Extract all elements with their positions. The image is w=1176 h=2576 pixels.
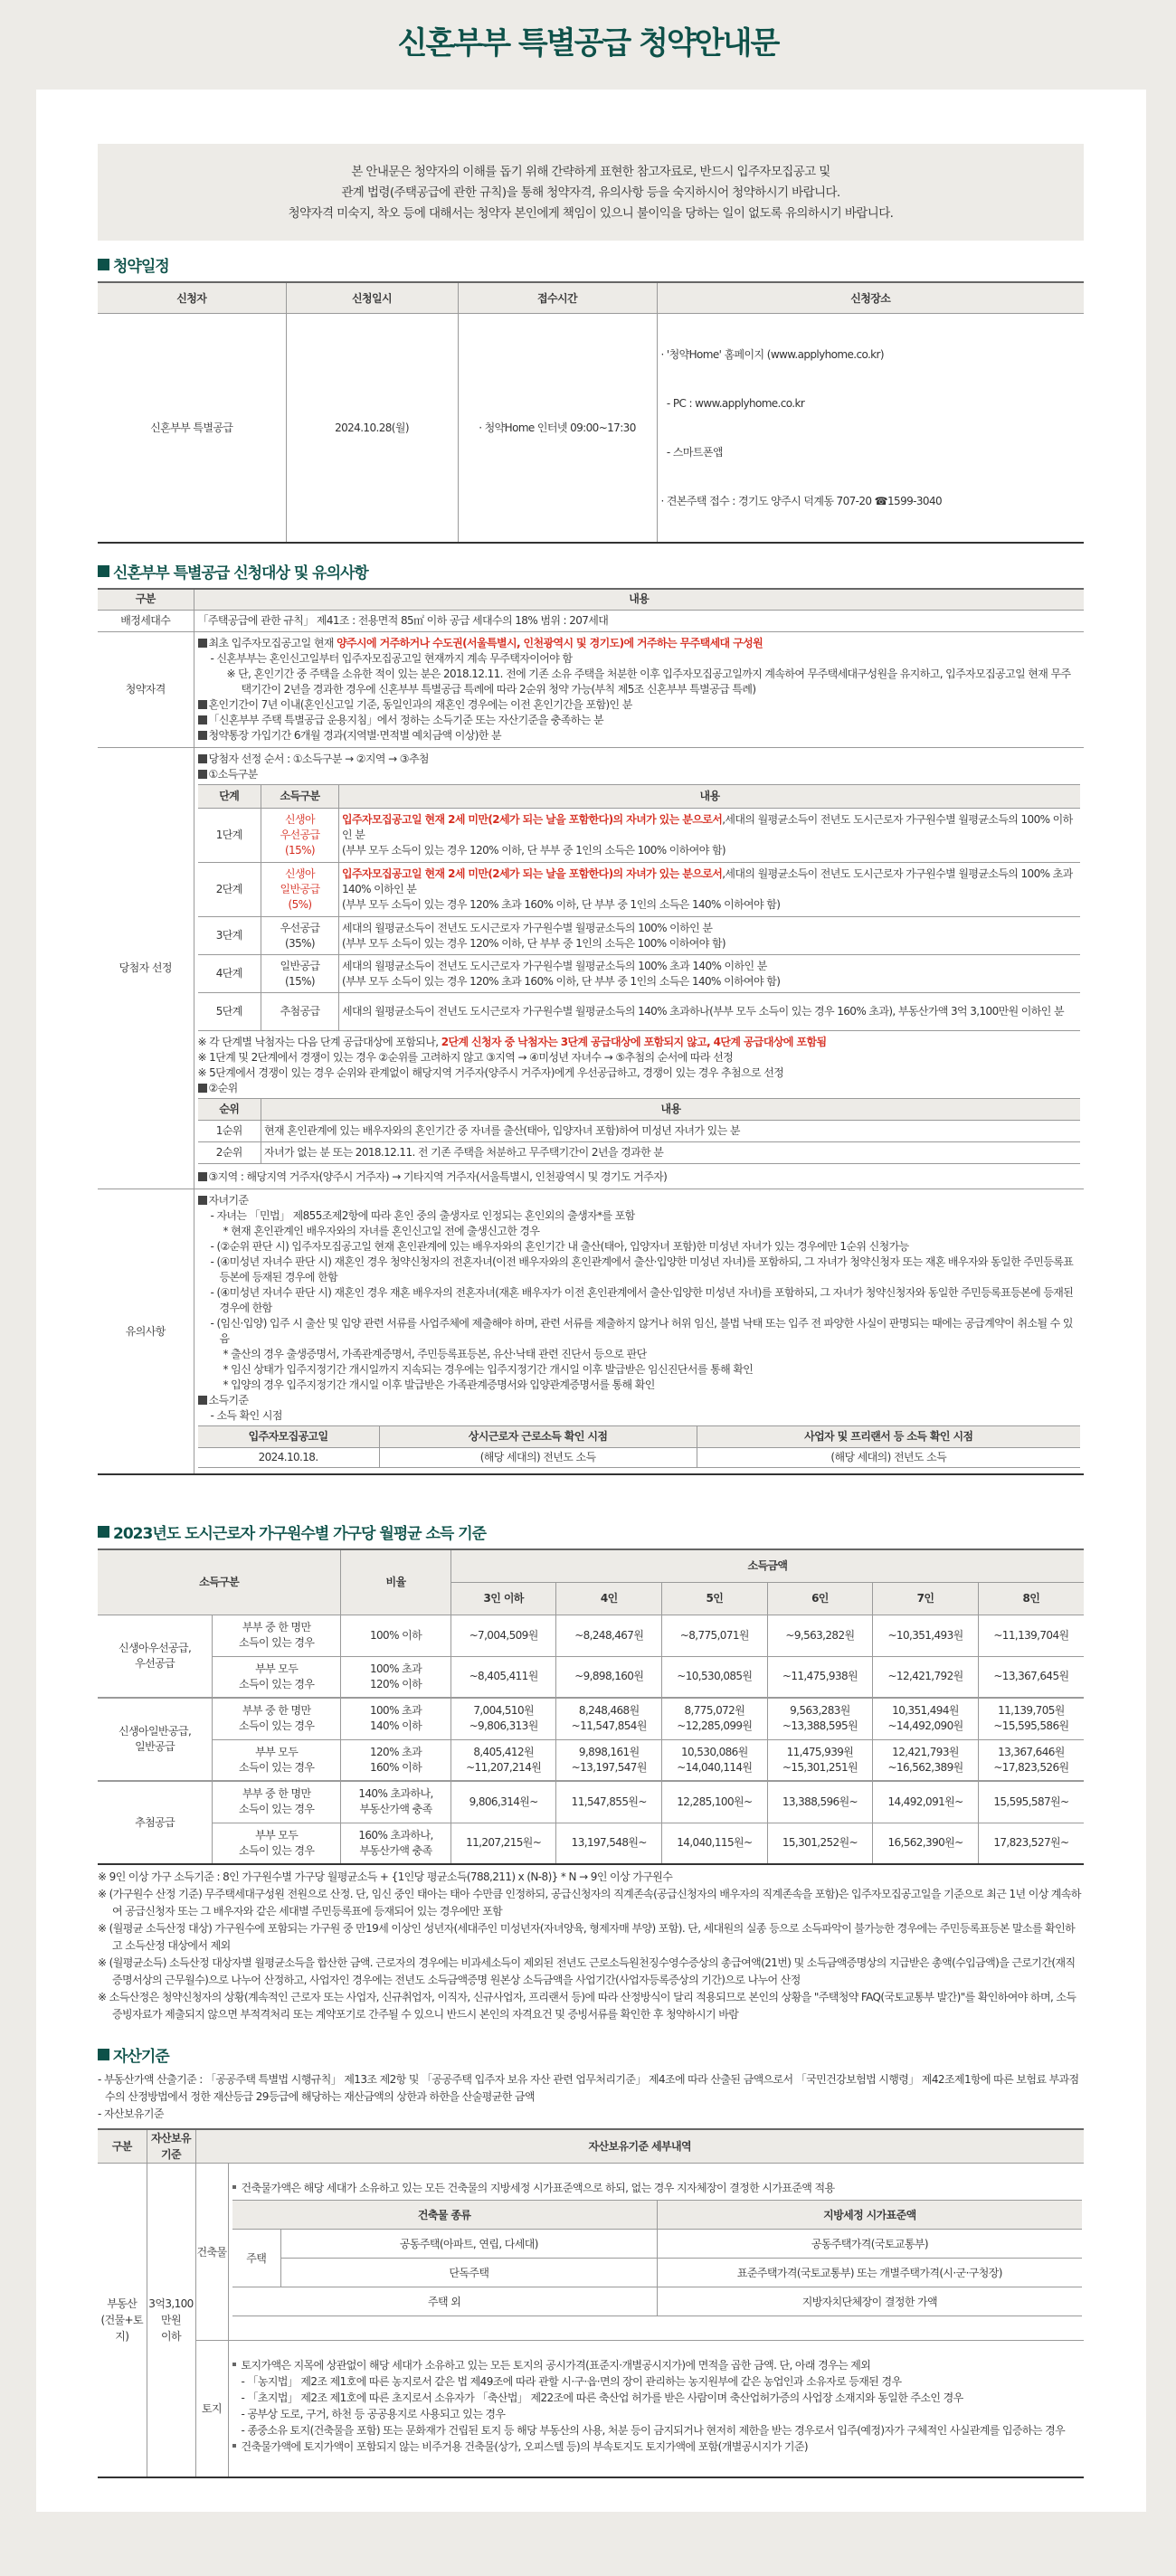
text: - (임신·입양) 입주 시 출산 및 입양 관련 서류를 사업주체에 제출해야 하며, 관련 서류를 제출하지 않거나 허위 임신, 불법 낙태 또는 입주 전 파양한 사실이 판명되는 때에는 공급계약이 취소될 수 있음 bbox=[210, 1317, 1073, 1345]
section-title bbox=[98, 2043, 1084, 2066]
asset-section bbox=[98, 2043, 1084, 2478]
text: 건축물가액에 토지가액이 포함되지 않는 비주거용 건축물(상가, 오피스텔 등)의 부속토지도 토지가액에 포함(개별공시지가 기준) bbox=[241, 2440, 808, 2453]
building-type-table bbox=[232, 2200, 1083, 2316]
income-check-table bbox=[198, 1425, 1081, 1468]
rank: 2순위 bbox=[198, 1142, 261, 1164]
income-ratio: 140% 초과하나, 부동산가액 충족 bbox=[341, 1781, 451, 1823]
income-amount: ~10,530,085원 bbox=[662, 1656, 768, 1698]
square-bullet-icon bbox=[198, 715, 207, 724]
income-amount: ~11,475,938원 bbox=[767, 1656, 873, 1698]
land-label: 토지 bbox=[195, 2341, 228, 2478]
income-amount: 15,595,587원~ bbox=[978, 1781, 1084, 1823]
section-title-text: 2023년도 도시근로자 가구원수별 가구당 월평균 소득 기준 bbox=[113, 1525, 487, 1543]
income-amount: 11,139,705원 ~15,595,586원 bbox=[978, 1698, 1084, 1739]
text: * 임신 상태가 입주지정기간 개시일까지 지속되는 경우에는 입주지정기간 개시일 이후 발급받은 임신진단서를 통해 확인 bbox=[223, 1363, 754, 1376]
income-amount: 14,492,091원~ bbox=[873, 1781, 979, 1823]
income-amount: 13,197,548원~ bbox=[556, 1823, 662, 1864]
building-type: 공동주택(아파트, 연립, 다세대) bbox=[281, 2230, 658, 2259]
income-amount: 9,563,283원 ~13,388,595원 bbox=[767, 1698, 873, 1739]
rank-table bbox=[198, 1098, 1081, 1164]
stage-content: 세대의 월평균소득이 전년도 도시근로자 가구원수별 월평균소득의 140% 초과하나(부부 모두 소득이 있는 경우 160% 초과), 부동산가액 3억 3,100만원 이하인 분 bbox=[339, 993, 1081, 1031]
income-subgroup: 부부 중 한 명만 소득이 있는 경우 bbox=[213, 1781, 341, 1823]
square-bullet-icon bbox=[98, 2049, 109, 2060]
stage-type: 추첨공급 bbox=[261, 993, 339, 1031]
income-amount: 8,405,412원 ~11,207,214원 bbox=[450, 1739, 556, 1781]
schedule-table bbox=[98, 281, 1084, 544]
stage: 4단계 bbox=[198, 955, 261, 993]
col-header: 내용 bbox=[261, 1099, 1081, 1121]
income-row bbox=[98, 1823, 1084, 1864]
income-amount: 17,823,527원~ bbox=[978, 1823, 1084, 1864]
land-content bbox=[228, 2341, 1084, 2478]
text: - (④미성년 자녀수 판단 시) 재혼인 경우 청약신청자의 전혼자녀(이전 배우자와의 혼인관계에서 출산·입양한 미성년 자녀)를 포함하되, 그 자녀가 청약신청자 또는 재혼 배우자와 동일한 주민등록표등본에 등재된 경우에 한함 bbox=[210, 1255, 1074, 1283]
income-ratio: 160% 초과하나, 부동산가액 충족 bbox=[341, 1823, 451, 1864]
income-amount: 11,207,215원~ bbox=[450, 1823, 556, 1864]
col-header: 내용 bbox=[339, 785, 1081, 809]
text: ③지역 : 해당지역 거주자(양주시 거주자) → 기타지역 거주자(서울특별시, 인천광역시 및 경기도 거주자) bbox=[208, 1170, 668, 1183]
square-bullet-icon bbox=[198, 731, 207, 740]
selection-content bbox=[194, 748, 1084, 1189]
col-header: 지방세정 시가표준액 bbox=[657, 2201, 1082, 2230]
note-text: ※ 5단계에서 경쟁이 있는 경우 순위와 관계없이 해당지역 거주자(양주시 거주자)에게 우선공급하고, 경쟁이 있는 경우 추첨으로 선정 bbox=[197, 1066, 784, 1079]
document-sheet bbox=[36, 90, 1146, 2512]
qualification-content bbox=[194, 632, 1084, 748]
income-group: 신생아일반공급, 일반공급 bbox=[98, 1698, 213, 1781]
income-row bbox=[98, 1656, 1084, 1698]
income-row bbox=[98, 1739, 1084, 1781]
income-amount: ~13,367,645원 bbox=[978, 1656, 1084, 1698]
section-title-text: 자산기준 bbox=[113, 2048, 169, 2066]
income-row bbox=[98, 1781, 1084, 1823]
income-amount: ~11,139,704원 bbox=[978, 1615, 1084, 1656]
col-header: 구분 bbox=[98, 2129, 147, 2164]
document-content bbox=[98, 144, 1084, 2478]
asset-category: 부동산 (건물+토지) bbox=[98, 2164, 147, 2478]
income-ratio: 100% 초과 140% 이하 bbox=[341, 1698, 451, 1739]
col-header: 단계 bbox=[198, 785, 261, 809]
income-amount: 8,248,468원 ~11,547,854원 bbox=[556, 1698, 662, 1739]
section-title-text: 청약일정 bbox=[113, 258, 169, 276]
income-amount: 12,421,793원 ~16,562,389원 bbox=[873, 1739, 979, 1781]
note-text: ※ 소득산정은 청약신청자의 상황(계속적인 근로자 또는 사업자, 신규취업자, 이직자, 신규사업자, 프리랜서 등)에 따라 산정방식이 달리 적용되므로 본인의 상황을 "주택청약 FAQ(국토교통부 발간)"를 확인하여야 하며, 소득증빙자료가 제출되지 않으면 부적격처리 또는 계약포기로 간주될 수 있으니 반드시 본인의 자격요건 및 증빙서류를 확인한 후 청약하시기 바람 bbox=[98, 1991, 1076, 2021]
highlight-text: 양주시에 거주하거나 수도권(서울특별시, 인천광역시 및 경기도)에 거주하는 무주택세대 구성원 bbox=[337, 637, 763, 649]
rank-text: 현재 혼인관계에 있는 배우자와의 혼인기간 중 자녀를 출산(태아, 입양자녀 포함)하여 미성년 자녀가 있는 분 bbox=[261, 1121, 1081, 1142]
stage-content: 입주자모집공고일 현재 2세 미만(2세가 되는 날을 포함한다)의 자녀가 있는 분으로서,세대의 월평균소득이 전년도 도시근로자 가구원수별 월평균소득의 100% 초과 140% 이하인 분 (부부 모두 소득이 있는 경우 120% 초과 160% 이하, 단 부부 중 1인의 소득은 140% 이하여야 함) bbox=[339, 863, 1081, 917]
income-amount: 14,040,115원~ bbox=[662, 1823, 768, 1864]
col-header: 신청자 bbox=[98, 282, 286, 313]
income-amount: 12,285,100원~ bbox=[662, 1781, 768, 1823]
building-content bbox=[228, 2164, 1084, 2341]
income-amount: 13,367,646원 ~17,823,526원 bbox=[978, 1739, 1084, 1781]
income-standard-table bbox=[98, 1548, 1084, 1865]
row-label: 청약자격 bbox=[98, 632, 194, 748]
notice-line: 청약자격 미숙지, 착오 등에 대해서는 청약자 본인에게 책임이 있으니 불이익을 당하는 일이 없도록 유의하시기 바랍니다. bbox=[288, 206, 894, 221]
income-amount: 11,547,855원~ bbox=[556, 1781, 662, 1823]
allocation-text: 「주택공급에 관한 규칙」 제41조 : 전용면적 85㎡ 이하 공급 세대수의 18% 범위 : 207세대 bbox=[194, 611, 1084, 632]
bullet-icon bbox=[232, 2363, 236, 2366]
income-standard-section bbox=[98, 1520, 1084, 2023]
note-text: ※ 9인 이상 가구 소득기준 : 8인 가구원수별 가구당 월평균소득 + {1인당 평균소득(788,211) x (N-8)} * N → 9인 이상 가구원수 bbox=[98, 1870, 673, 1883]
cell: 2024.10.18. bbox=[198, 1448, 380, 1468]
row-label: 유의사항 bbox=[98, 1189, 194, 1475]
note-text: ※ (가구원수 산정 기준) 무주택세대구성원 전원으로 산정. 단, 임신 중인 태아는 태아 수만큼 인정하되, 공급신청자의 직계존속(공급신청자의 배우자의 직계존속을 포함)은 입주자모집공고일을 기준으로 최근 1년 이상 계속하여 공급신청자 또는 그 배우자와 같은 세대별 주민등록표에 등재되어 있는 경우에만 포함 bbox=[98, 1888, 1081, 1918]
building-label: 건축물 bbox=[195, 2164, 228, 2341]
col-header: 4인 bbox=[556, 1582, 662, 1615]
income-amount: 8,775,072원 ~12,285,099원 bbox=[662, 1698, 768, 1739]
income-amount: ~9,563,282원 bbox=[767, 1615, 873, 1656]
col-header: 비율 bbox=[341, 1549, 451, 1615]
note-text: ※ 각 단계별 낙첨자는 다음 단계 공급대상에 포함되나, bbox=[197, 1036, 441, 1048]
col-header: 6인 bbox=[767, 1582, 873, 1615]
text: 「신혼부부 주택 특별공급 운용지침」에서 정하는 소득기준 또는 자산기준을 충족하는 분 bbox=[208, 714, 603, 726]
place-line: · '청약Home' 홈페이지 (www.applyhome.co.kr) bbox=[660, 347, 884, 361]
text: - 자녀는 「민법」 제855조제2항에 따라 혼인 중의 출생자로 인정되는 혼인외의 출생자*를 포함 bbox=[210, 1209, 635, 1222]
cell: (해당 세대의) 전년도 소득 bbox=[379, 1448, 697, 1468]
section-title bbox=[98, 253, 1084, 276]
page-title: 신혼부부 특별공급 청약안내문 bbox=[397, 25, 779, 62]
col-header: 사업자 및 프리랜서 등 소득 확인 시점 bbox=[697, 1426, 1080, 1448]
income-amount: 13,388,596원~ bbox=[767, 1781, 873, 1823]
col-header: 상시근로자 근로소득 확인 시점 bbox=[379, 1426, 697, 1448]
income-row bbox=[98, 1698, 1084, 1739]
income-stage-table bbox=[198, 784, 1081, 1031]
income-amount: ~8,248,467원 bbox=[556, 1615, 662, 1656]
income-amount: 16,562,390원~ bbox=[873, 1823, 979, 1864]
notice-box bbox=[98, 144, 1084, 241]
section-title bbox=[98, 560, 1084, 582]
stage: 3단계 bbox=[198, 917, 261, 955]
text: 최초 입주자모집공고일 현재 bbox=[208, 637, 337, 649]
stage: 2단계 bbox=[198, 863, 261, 917]
stage-content: 세대의 월평균소득이 전년도 도시근로자 가구원수별 월평균소득의 100% 초과 140% 이하인 분 (부부 모두 소득이 있는 경우 120% 초과 160% 이하, 단 부부 중 1인의 소득은 140% 이하여야 함) bbox=[339, 955, 1081, 993]
cell: (해당 세대의) 전년도 소득 bbox=[697, 1448, 1080, 1468]
text: - (④미성년 자녀수 판단 시) 재혼인 경우 재혼 배우자의 전혼자녀(재혼 배우자가 이전 혼인관계에서 출산·입양한 미성년 자녀)를 포함하되, 그 자녀가 청약신청자와 동일한 주민등록표등본에 등재된 경우에 한함 bbox=[210, 1286, 1074, 1314]
text: ①소득구분 bbox=[208, 768, 258, 781]
place-line: · 견본주택 접수 : 경기도 양주시 덕계동 707-20 ☎1599-3040 bbox=[660, 494, 943, 507]
income-amount: 11,475,939원 ~15,301,251원 bbox=[767, 1739, 873, 1781]
col-header: 내용 bbox=[194, 589, 1084, 611]
text: - 종중소유 토지(건축물을 포함) 또는 문화재가 건립된 토지 등 해당 부동산의 사용, 처분 등이 금지되거나 현저히 제한을 받는 경우로서 입주(예정)자가 구체적인 사실관계를 입증하는 경우 bbox=[241, 2424, 1066, 2437]
note-text: ※ (월평균소득) 소득산정 대상자별 월평균소득을 합산한 금액. 근로자의 경우에는 비과세소득이 제외된 전년도 근로소득원천징수영수증상의 총급여액(21번) 및 소득금액증명상의 지급받은 총액(수입금액)을 근로기간(재직증명서상의 근무월수)으로 나누어 산정하고, 사업자인 경우에는 전년도 소득금액증명 원본상 소득금액을 사업기간(사업자등록증상의 기간)으로 나누어 산정 bbox=[98, 1956, 1076, 1986]
schedule-place bbox=[657, 313, 1084, 543]
text: - 공부상 도로, 구거, 하천 등 공공용지로 사용되고 있는 경우 bbox=[241, 2408, 506, 2420]
stage-content: 세대의 월평균소득이 전년도 도시근로자 가구원수별 월평균소득의 100% 이하인 분 (부부 모두 소득이 있는 경우 120% 이하, 단 부부 중 1인의 소득은 100% 이하여야 함) bbox=[339, 917, 1081, 955]
text: - 소득 확인 시점 bbox=[210, 1409, 282, 1422]
income-amount: ~9,898,160원 bbox=[556, 1656, 662, 1698]
text: ②순위 bbox=[208, 1082, 238, 1094]
income-notes bbox=[98, 1869, 1084, 2023]
asset-limit: 3억3,100만원 이하 bbox=[147, 2164, 195, 2478]
text: - 「농지법」 제2조 제1호에 따른 농지로서 같은 법 제49조에 따라 관할 시·구·읍·면의 장이 관리하는 농지원부에 같은 농업인과 소유자로 등재된 경우 bbox=[241, 2375, 902, 2388]
text: 토지가액은 지목에 상관없이 해당 세대가 소유하고 있는 모든 토지의 공시가격(표준지·개별공시지가)에 면적을 곱한 금액. 단, 아래 경우는 제외 bbox=[241, 2359, 871, 2372]
col-header: 건축물 종류 bbox=[232, 2201, 658, 2230]
asset-intro: - 자산보유기준 bbox=[98, 2107, 164, 2120]
income-amount: 9,898,161원 ~13,197,547원 bbox=[556, 1739, 662, 1781]
col-header: 소득구분 bbox=[98, 1549, 341, 1615]
text: 소득기준 bbox=[208, 1394, 249, 1406]
income-amount: ~10,351,493원 bbox=[873, 1615, 979, 1656]
building-value: 지방자치단체장이 결정한 가액 bbox=[657, 2287, 1082, 2316]
eligibility-section bbox=[98, 560, 1084, 1476]
square-bullet-icon bbox=[198, 1172, 207, 1181]
income-amount: 10,530,086원 ~14,040,114원 bbox=[662, 1739, 768, 1781]
income-amount: ~8,775,071원 bbox=[662, 1615, 768, 1656]
building-type: 단독주택 bbox=[281, 2259, 658, 2287]
square-bullet-icon bbox=[198, 1196, 207, 1205]
text: - 「초지법」 제2조 제1호에 따른 초지로서 소유자가 「축산법」 제22조에 따른 축산업 허가를 받은 사람이며 축산업허가증의 사업장 소재지와 동일한 주소인 경우 bbox=[241, 2391, 963, 2404]
income-subgroup: 부부 모두 소득이 있는 경우 bbox=[213, 1739, 341, 1781]
stage: 1단계 bbox=[198, 809, 261, 863]
income-ratio: 120% 초과 160% 이하 bbox=[341, 1739, 451, 1781]
asset-table bbox=[98, 2128, 1084, 2478]
col-header: 자산보유기준 bbox=[147, 2129, 195, 2164]
schedule-applicant: 신혼부부 특별공급 bbox=[98, 313, 286, 543]
col-header: 소득금액 bbox=[450, 1549, 1084, 1582]
income-ratio: 100% 초과 120% 이하 bbox=[341, 1656, 451, 1698]
income-amount: 9,806,314원~ bbox=[450, 1781, 556, 1823]
income-subgroup: 부부 모두 소득이 있는 경우 bbox=[213, 1656, 341, 1698]
square-bullet-icon bbox=[198, 1396, 207, 1405]
bullet-icon bbox=[232, 2444, 236, 2448]
col-header: 구분 bbox=[98, 589, 194, 611]
income-row bbox=[98, 1615, 1084, 1656]
square-bullet-icon bbox=[198, 770, 207, 779]
income-standard-body bbox=[98, 1615, 1084, 1864]
place-line: - PC : www.applyhome.co.kr bbox=[660, 396, 805, 410]
income-subgroup: 부부 모두 소득이 있는 경우 bbox=[213, 1823, 341, 1864]
cautions-content bbox=[194, 1189, 1084, 1475]
square-bullet-icon bbox=[198, 754, 207, 763]
text: 청약통장 가입기간 6개월 경과(지역별·면적별 예치금액 이상)한 분 bbox=[208, 729, 501, 742]
text: - (②순위 판단 시) 입주자모집공고일 현재 혼인관계에 있는 배우자와의 혼인기간 내 출산(태아, 입양자녀 포함)한 미성년 자녀가 있는 경우에만 1순위 신청가능 bbox=[210, 1240, 909, 1253]
building-type: 주택 외 bbox=[232, 2287, 658, 2316]
text: 건축물가액은 해당 세대가 소유하고 있는 모든 건축물의 지방세정 시가표준액으로 하되, 없는 경우 지자체장이 결정한 시가표준액 적용 bbox=[241, 2182, 835, 2194]
col-header: 소득구분 bbox=[261, 785, 339, 809]
income-group: 추첨공급 bbox=[98, 1781, 213, 1864]
income-amount: 15,301,252원~ bbox=[767, 1823, 873, 1864]
note-text: ※ 1단계 및 2단계에서 경쟁이 있는 경우 ②순위를 고려하지 않고 ③지역 → ④미성년 자녀수 → ⑤추첨의 순서에 따라 선정 bbox=[197, 1051, 734, 1064]
section-title-text: 신혼부부 특별공급 신청대상 및 유의사항 bbox=[113, 564, 368, 582]
note-text: ※ (월평균 소득산정 대상) 가구원수에 포함되는 가구원 중 만19세 이상인 성년자(세대주인 미성년자(자녀양육, 형제자매 부양) 포함). 단, 세대원의 실종 등으로 소득파악이 불가능한 경우에는 주민등록표등본 말소를 확인하고 소득산정 대상에서 제외 bbox=[98, 1922, 1076, 1952]
text: * 입양의 경우 입주지정기간 개시일 이후 발급받은 가족관계증명서와 입양관계증명서를 통해 확인 bbox=[223, 1378, 655, 1391]
square-bullet-icon bbox=[98, 259, 109, 270]
text: ※ 단, 혼인기간 중 주택을 소유한 적이 있는 분은 2018.12.11. 전에 기존 소유 주택을 처분한 이후 입주자모집공고일까지 계속하여 무주택세대구성원을 유지하고, 입주자모집공고일 현재 무주택기간이 2년을 경과한 경우에 신혼부부 특별공급 특례에 따라 2순위 청약 가능(부칙 제5조 신혼부부 특별공급 특례) bbox=[226, 668, 1071, 696]
stage-type: 일반공급 (15%) bbox=[261, 955, 339, 993]
rank: 1순위 bbox=[198, 1121, 261, 1142]
building-value: 공동주택가격(국토교통부) bbox=[657, 2230, 1082, 2259]
text: - 신혼부부는 혼인신고일부터 입주자모집공고일 현재까지 계속 무주택자이어야 함 bbox=[210, 652, 573, 665]
schedule-section bbox=[98, 253, 1084, 544]
schedule-date: 2024.10.28(월) bbox=[286, 313, 458, 543]
row-label: 배정세대수 bbox=[98, 611, 194, 632]
notice-line: 관계 법령(주택공급에 관한 규칙)을 통해 청약자격, 유의사항 등을 숙지하시어 청약하시기 바랍니다. bbox=[341, 185, 840, 200]
stage: 5단계 bbox=[198, 993, 261, 1031]
square-bullet-icon bbox=[98, 565, 109, 577]
asset-intro: - 부동산가액 산출기준 : 「공공주택 특별법 시행규칙」 제13조 제2항 및 「공공주택 입주자 보유 자산 관련 업무처리기준」 제4조에 따라 산출된 금액으로서 「국민건강보험법 시행령」 제42조제1항에 따른 보험료 부과점수의 산정방법에서 정한 재산등급 29등급에 해당하는 재산금액의 상한과 하한을 산술평균한 금액 bbox=[98, 2073, 1079, 2103]
col-header: 3인 이하 bbox=[450, 1582, 556, 1615]
income-amount: 7,004,510원 ~9,806,313원 bbox=[450, 1698, 556, 1739]
col-header: 신청일시 bbox=[286, 282, 458, 313]
stage-type: 신생아 우선공급 (15%) bbox=[261, 809, 339, 863]
schedule-time: · 청약Home 인터넷 09:00~17:30 bbox=[458, 313, 657, 543]
income-subgroup: 부부 중 한 명만 소득이 있는 경우 bbox=[213, 1615, 341, 1656]
building-value: 표준주택가격(국토교통부) 또는 개별주택가격(시·군·구청장) bbox=[657, 2259, 1082, 2287]
income-amount: ~8,405,411원 bbox=[450, 1656, 556, 1698]
income-subgroup: 부부 중 한 명만 소득이 있는 경우 bbox=[213, 1698, 341, 1739]
highlight-text: 2단계 신청자 중 낙첨자는 3단계 공급대상에 포함되지 않고, 4단계 공급대상에 포함됨 bbox=[441, 1036, 827, 1048]
income-amount: ~7,004,509원 bbox=[450, 1615, 556, 1656]
row-label: 당첨자 선정 bbox=[98, 748, 194, 1189]
square-bullet-icon bbox=[198, 700, 207, 709]
text: 자녀기준 bbox=[208, 1194, 249, 1207]
place-line: - 스마트폰앱 bbox=[660, 445, 723, 459]
income-amount: 10,351,494원 ~14,492,090원 bbox=[873, 1698, 979, 1739]
col-header: 접수시간 bbox=[458, 282, 657, 313]
rank-text: 자녀가 없는 분 또는 2018.12.11. 전 기존 주택을 처분하고 무주택기간이 2년을 경과한 분 bbox=[261, 1142, 1081, 1164]
income-amount: ~12,421,792원 bbox=[873, 1656, 979, 1698]
text: * 현재 혼인관계인 배우자와의 자녀를 혼인신고일 전에 출생신고한 경우 bbox=[223, 1225, 540, 1237]
text: * 출산의 경우 출생증명서, 가족관계증명서, 주민등록표등본, 유산·낙태 관련 진단서 등으로 판단 bbox=[223, 1348, 647, 1360]
bullet-icon bbox=[232, 2185, 236, 2189]
col-header: 신청장소 bbox=[657, 282, 1084, 313]
square-bullet-icon bbox=[98, 1526, 109, 1538]
text: 당첨자 선정 순서 : ①소득구분 → ②지역 → ③추첨 bbox=[208, 753, 429, 765]
text: 혼인기간이 7년 이내(혼인신고일 기준, 동일인과의 재혼인 경우에는 이전 혼인기간을 포함)인 분 bbox=[208, 698, 632, 711]
col-header: 자산보유기준 세부내역 bbox=[195, 2129, 1084, 2164]
stage-type: 우선공급 (35%) bbox=[261, 917, 339, 955]
housing-label: 주택 bbox=[232, 2230, 281, 2287]
stage-content: 입주자모집공고일 현재 2세 미만(2세가 되는 날을 포함한다)의 자녀가 있는 분으로서,세대의 월평균소득이 전년도 도시근로자 가구원수별 월평균소득의 100% 이하인 분 (부부 모두 소득이 있는 경우 120% 이하, 단 부부 중 1인의 소득은 100% 이하여야 함) bbox=[339, 809, 1081, 863]
section-title bbox=[98, 1520, 1084, 1543]
notice-line: 본 안내문은 청약자의 이해를 돕기 위해 간략하게 표현한 참고자료로, 반드시 입주자모집공고 및 bbox=[351, 165, 830, 179]
square-bullet-icon bbox=[198, 639, 207, 648]
income-group: 신생아우선공급, 우선공급 bbox=[98, 1615, 213, 1698]
col-header: 7인 bbox=[873, 1582, 979, 1615]
income-ratio: 100% 이하 bbox=[341, 1615, 451, 1656]
stage-type: 신생아 일반공급 (5%) bbox=[261, 863, 339, 917]
col-header: 입주자모집공고일 bbox=[198, 1426, 380, 1448]
col-header: 8인 bbox=[978, 1582, 1084, 1615]
col-header: 5인 bbox=[662, 1582, 768, 1615]
col-header: 순위 bbox=[198, 1099, 261, 1121]
square-bullet-icon bbox=[198, 1084, 207, 1093]
eligibility-table bbox=[98, 588, 1084, 1476]
